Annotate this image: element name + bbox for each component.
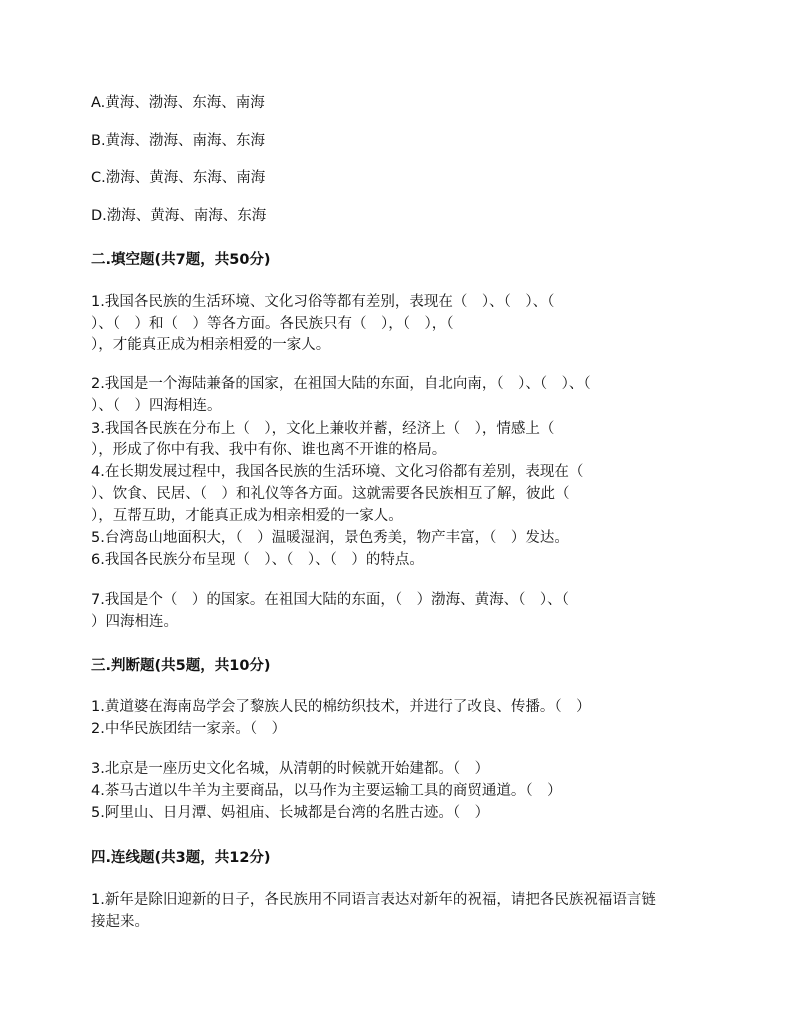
question-line: 2.我国是一个海陆兼备的国家，在祖国大陆的东面，自北向南，（ ）、（ ）、（ [91,376,591,392]
option-a: A.黄海、渤海、东海、南海 [91,95,265,111]
question-line: 2.中华民族团结一家亲。（ ） [91,721,287,737]
question-line: ）、饮食、民居、（ ）和礼仪等各方面。这就需要各民族相互了解，彼此（ [91,486,570,502]
question-line: 1.我国各民族的生活环境、文化习俗等都有差别，表现在（ ）、（ ）、（ [91,294,555,310]
question-line: 7.我国是个（ ）的国家。在祖国大陆的东面，（ ）渤海、黄海、（ ）、（ [91,592,569,608]
question-line: 3.我国各民族在分布上（ ），文化上兼收并蓄，经济上（ ），情感上（ [91,421,555,437]
question-line: 3.北京是一座历史文化名城，从清朝的时候就开始建都。（ ） [91,761,490,777]
option-d: D.渤海、黄海、南海、东海 [91,208,267,224]
section-heading-true-false: 三.判断题(共5题，共10分) [91,658,271,674]
question-line: 1.新年是除旧迎新的日子，各民族用不同语言表达对新年的祝福，请把各民族祝福语言链 [91,892,656,908]
section-heading-matching: 四.连线题(共3题，共12分) [91,850,271,866]
section-heading-fill-in: 二.填空题(共7题，共50分) [91,252,271,268]
question-line: 4.茶马古道以牛羊为主要商品，以马作为主要运输工具的商贸通道。（ ） [91,783,562,799]
question-line: 4.在长期发展过程中，我国各民族的生活环境、文化习俗都有差别，表现在（ [91,464,584,480]
question-line: ）、（ ）四海相连。 [91,398,222,414]
question-line: 5.阿里山、日月潭、妈祖庙、长城都是台湾的名胜古迹。（ ） [91,805,490,821]
question-line: ），形成了你中有我、我中有你、谁也离不开谁的格局。 [91,442,447,458]
question-line: ），才能真正成为相亲相爱的一家人。 [91,337,331,353]
question-line: ）、（ ）和（ ）等各方面。各民族只有（ ），（ ），（ [91,316,454,332]
question-line: ），互帮互助，才能真正成为相亲相爱的一家人。 [91,508,403,524]
question-line: 6.我国各民族分布呈现（ ）、（ ）、（ ）的特点。 [91,552,424,568]
question-line: 1.黄道婆在海南岛学会了黎族人民的棉纺织技术，并进行了改良、传播。（ ） [91,699,591,715]
question-line: 5.台湾岛山地面积大，（ ）温暖湿润，景色秀美，物产丰富，（ ）发达。 [91,530,569,546]
option-b: B.黄海、渤海、南海、东海 [91,133,266,149]
question-line: 接起来。 [91,914,149,930]
question-line: ）四海相连。 [91,614,178,630]
option-c: C.渤海、黄海、东海、南海 [91,170,266,186]
